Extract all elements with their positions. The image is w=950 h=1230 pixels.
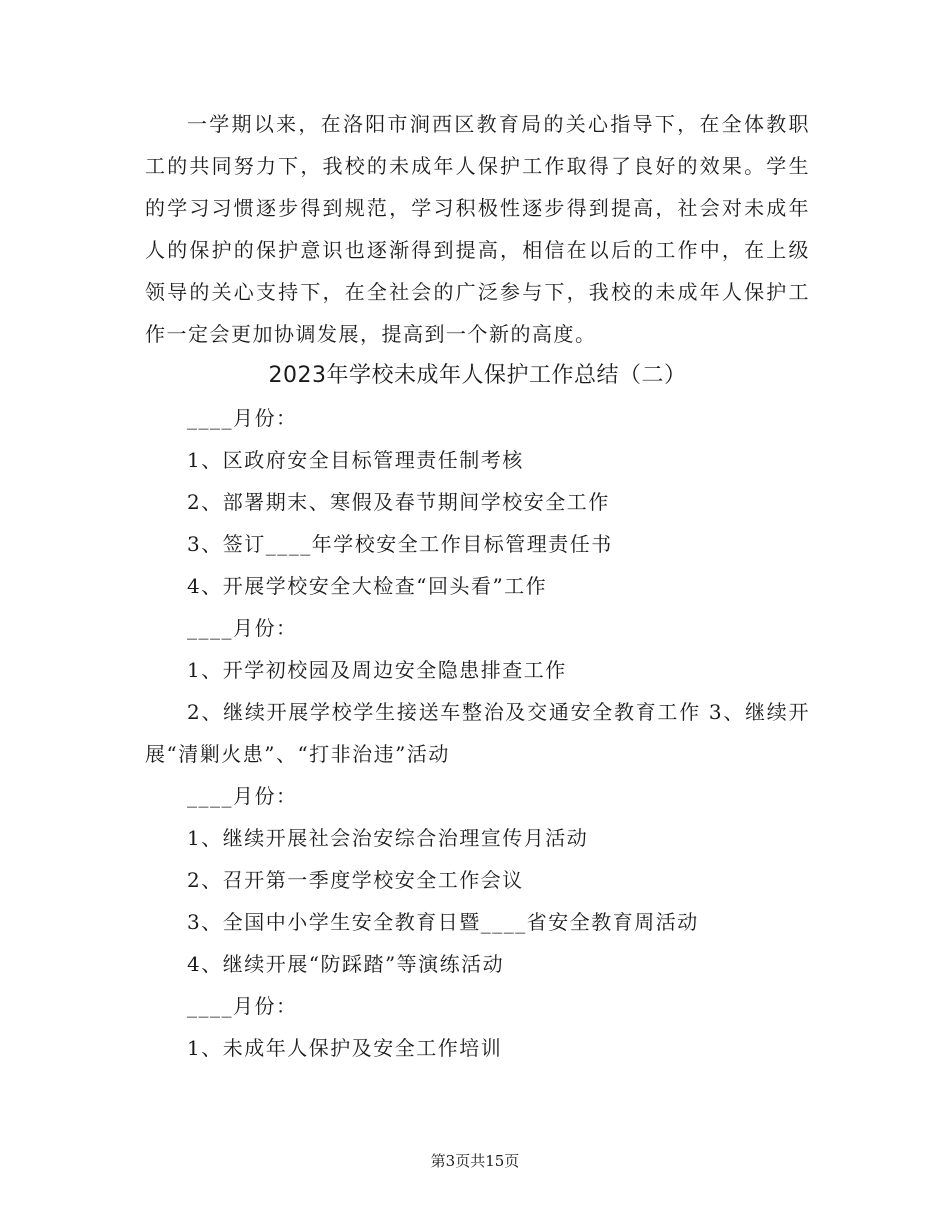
list-item: 2、部署期末、寒假及春节期间学校安全工作 <box>187 490 610 514</box>
list-item: 1、区政府安全目标管理责任制考核 <box>187 448 524 472</box>
list-item: 2、召开第一季度学校安全工作会议 <box>187 868 524 892</box>
month-heading: ____月份： <box>187 616 298 640</box>
month-heading: ____月份： <box>187 406 298 430</box>
list-item: 4、继续开展“防踩踏”等演练活动 <box>187 952 505 976</box>
month-heading: ____月份： <box>187 784 298 808</box>
document-body <box>145 103 810 1069</box>
section-title: 2023年学校未成年人保护工作总结（二） <box>268 363 687 388</box>
list-item-wrapped: 2、继续开展学校学生接送车整治及交通安全教育工作 3、继续开展“清剿火患”、“打非治违”活动 <box>145 700 810 766</box>
list-item: 3、全国中小学生安全教育日暨____省安全教育周活动 <box>187 910 699 934</box>
list-item: 4、开展学校安全大检查“回头看”工作 <box>187 574 548 598</box>
month-heading: ____月份： <box>187 994 298 1018</box>
page-number-footer: 第3页共15页 <box>430 1152 520 1170</box>
list-item: 1、开学初校园及周边安全隐患排查工作 <box>187 658 567 682</box>
list-item: 1、继续开展社会治安综合治理宣传月活动 <box>187 826 589 850</box>
list-item: 3、签订____年学校安全工作目标管理责任书 <box>187 532 613 556</box>
list-item: 1、未成年人保护及安全工作培训 <box>187 1036 503 1060</box>
intro-paragraph: 一学期以来，在洛阳市涧西区教育局的关心指导下，在全体教职工的共同努力下，我校的未成年人保护工作取得了良好的效果。学生的学习习惯逐步得到规范，学习积极性逐步得到提高，社会对未成年人的保护的保护意识也逐渐得到提高，相信在以后的工作中，在上级领导的关心支持下，在全社会的广泛参与下，我校的未成年人保护工作一定会更加协调发展，提高到一个新的高度。 <box>145 112 810 346</box>
